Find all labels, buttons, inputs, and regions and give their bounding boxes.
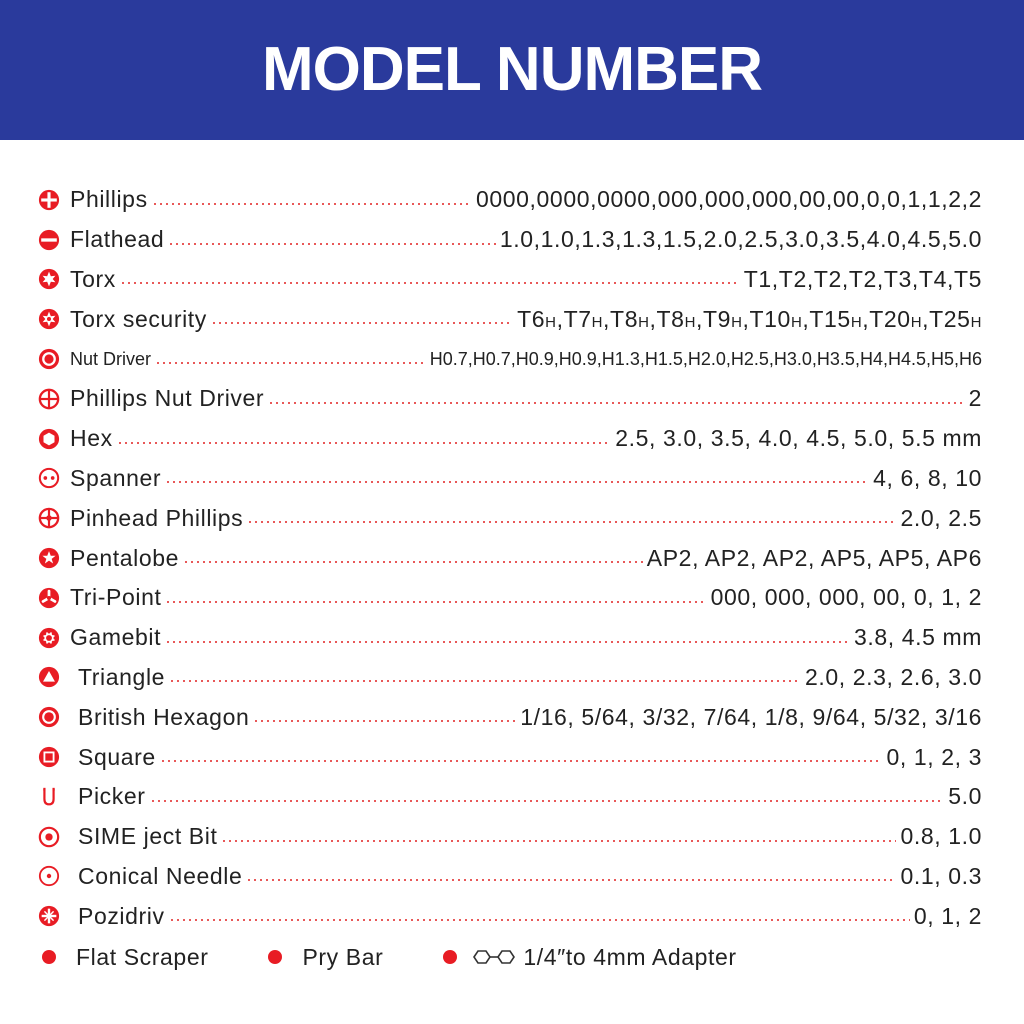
square-icon <box>38 746 60 768</box>
item-label: SIME ject Bit <box>78 823 218 850</box>
dotted-leader <box>165 641 850 643</box>
accessory-label: Pry Bar <box>302 943 384 970</box>
model-list <box>38 180 982 936</box>
gamebit-icon <box>38 627 60 649</box>
item-label: Tri-Point <box>70 584 162 611</box>
item-label: Pentalobe <box>70 544 179 571</box>
bullet-icon <box>443 950 457 964</box>
torx-security-icon <box>38 308 60 330</box>
conical-needle-icon <box>38 865 60 887</box>
list-item-tri-point <box>38 578 982 618</box>
pozidriv-icon <box>38 905 60 927</box>
item-value: 4, 6, 8, 10 <box>873 464 982 491</box>
item-label: Square <box>78 743 156 770</box>
item-value: 2 <box>968 385 982 412</box>
accessory-flat-scraper <box>38 944 208 971</box>
item-value: 3.8, 4.5 mm <box>853 624 982 651</box>
phillips-nut-driver-icon <box>38 388 60 410</box>
list-item-nut-driver <box>38 339 982 379</box>
accessories-row <box>38 937 793 977</box>
item-value: 5.0 <box>948 783 982 810</box>
item-value: 1/16, 5/64, 3/32, 7/64, 1/8, 9/64, 5/32, 3/16 <box>520 703 982 730</box>
item-value: 0, 1, 2, 3 <box>886 743 982 770</box>
dotted-leader <box>211 322 513 324</box>
item-value: H0.7,H0.7,H0.9,H0.9,H1.3,H1.5,H2.0,H2.5,H3.0,H3.5,H4,H4.5,H5,H6 <box>429 348 982 369</box>
accessory-label: 1/4″to 4mm Adapter <box>523 943 737 970</box>
item-label: Conical Needle <box>78 862 243 889</box>
accessory-label: Flat Scraper <box>76 943 209 970</box>
item-value: 1.0,1.0,1.3,1.3,1.5,2.0,2.5,3.0,3.5,4.0,4.5,5.0 <box>499 226 982 253</box>
list-item-spanner <box>38 459 982 499</box>
item-label: Hex <box>70 425 113 452</box>
pinhead-phillips-icon <box>38 507 60 529</box>
item-label: Picker <box>78 783 146 810</box>
item-value: 0, 1, 2 <box>913 902 982 929</box>
list-item-phillips <box>38 180 982 220</box>
dotted-leader <box>165 601 706 603</box>
item-value: T1,T2,T2,T2,T3,T4,T5 <box>743 265 982 292</box>
item-value: 0.8, 1.0 <box>900 823 982 850</box>
list-item-pinhead-phillips <box>38 498 982 538</box>
list-item-triangle <box>38 658 982 698</box>
list-item-flathead <box>38 220 982 260</box>
hex-adapter-icon <box>471 947 519 967</box>
item-label: British Hexagon <box>78 703 250 730</box>
item-value: 000, 000, 000, 00, 0, 1, 2 <box>710 584 982 611</box>
dotted-leader <box>165 481 869 483</box>
item-label: Phillips Nut Driver <box>70 385 265 412</box>
accessory-adapter <box>439 944 736 971</box>
dotted-leader <box>150 800 945 802</box>
dotted-leader <box>117 442 611 444</box>
item-label: Nut Driver <box>70 348 152 369</box>
item-label: Flathead <box>70 226 165 253</box>
dotted-leader <box>221 840 896 842</box>
item-value: 2.0, 2.5 <box>900 504 982 531</box>
item-value: 0.1, 0.3 <box>900 862 982 889</box>
item-label: Torx security <box>70 305 207 332</box>
list-item-phillips-nut-driver <box>38 379 982 419</box>
torx-icon <box>38 268 60 290</box>
spanner-icon <box>38 467 60 489</box>
item-value: 2.5, 3.0, 3.5, 4.0, 4.5, 5.0, 5.5 mm <box>615 425 982 452</box>
dotted-leader <box>247 521 896 523</box>
flathead-icon <box>38 229 60 251</box>
dotted-leader <box>168 243 496 245</box>
picker-icon <box>38 786 60 808</box>
dotted-leader <box>253 720 516 722</box>
list-item-hex <box>38 419 982 459</box>
tri-point-icon <box>38 587 60 609</box>
item-value: AP2, AP2, AP2, AP5, AP5, AP6 <box>646 544 982 571</box>
bullet-icon <box>42 950 56 964</box>
item-label: Triangle <box>78 663 166 690</box>
list-item-gamebit <box>38 618 982 658</box>
list-item-pentalobe <box>38 538 982 578</box>
list-item-pozidriv <box>38 896 982 936</box>
phillips-icon <box>38 189 60 211</box>
dotted-leader <box>169 680 801 682</box>
bullet-icon <box>268 950 282 964</box>
sime-ject-bit-icon <box>38 826 60 848</box>
list-item-torx <box>38 260 982 300</box>
nut-driver-icon <box>38 348 60 370</box>
hex-icon <box>38 428 60 450</box>
list-item-picker <box>38 777 982 817</box>
dotted-leader <box>160 760 883 762</box>
dotted-leader <box>120 282 740 284</box>
list-item-british-hexagon <box>38 697 982 737</box>
item-label: Spanner <box>70 464 162 491</box>
list-item-sime-ject-bit <box>38 817 982 857</box>
item-label: Pinhead Phillips <box>70 504 244 531</box>
accessory-pry-bar <box>264 944 383 971</box>
pentalobe-icon <box>38 547 60 569</box>
header-banner <box>0 0 1024 140</box>
item-value: T6H,T7H,T8H,T8H,T9H,T10H,T15H,T20H,T25H <box>517 305 982 332</box>
list-item-torx-security <box>38 299 982 339</box>
item-label: Torx <box>70 265 116 292</box>
list-item-square <box>38 737 982 777</box>
dotted-leader <box>183 561 643 563</box>
item-value: 0000,0000,0000,000,000,000,00,00,0,0,1,1,2,2 <box>475 186 982 213</box>
dotted-leader <box>152 203 472 205</box>
dotted-leader <box>155 362 426 364</box>
item-label: Pozidriv <box>78 902 165 929</box>
dotted-leader <box>246 879 896 881</box>
page-title: MODEL NUMBER <box>261 35 763 104</box>
item-label: Phillips <box>70 186 148 213</box>
item-value: 2.0, 2.3, 2.6, 3.0 <box>804 663 982 690</box>
triangle-icon <box>38 666 60 688</box>
dotted-leader <box>169 919 910 921</box>
item-label: Gamebit <box>70 624 162 651</box>
list-item-conical-needle <box>38 857 982 897</box>
british-hexagon-icon <box>38 706 60 728</box>
dotted-leader <box>268 402 964 404</box>
